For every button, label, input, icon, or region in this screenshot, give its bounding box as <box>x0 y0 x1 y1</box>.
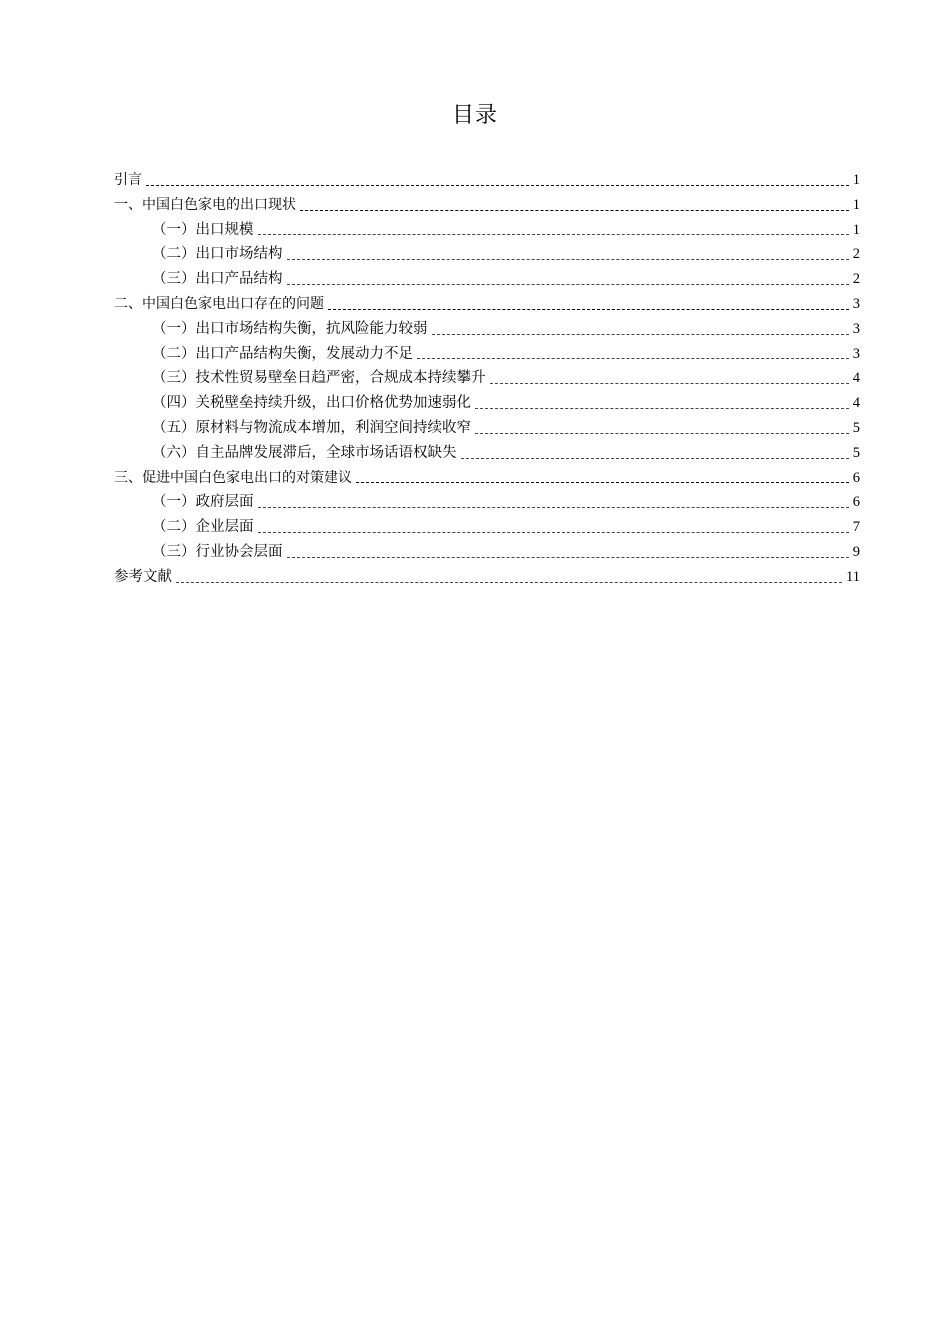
toc-entry-label: （二）出口市场结构 <box>152 246 283 263</box>
dot-leader <box>258 234 849 235</box>
toc-entry-label: （一）出口市场结构失衡，抗风险能力较弱 <box>152 320 428 337</box>
toc-entry[interactable] <box>114 391 860 416</box>
toc-title: 目录 <box>451 103 498 128</box>
toc-entry-page-number: 5 <box>852 419 860 436</box>
dot-leader <box>417 358 849 359</box>
toc-entry-page-number: 2 <box>852 246 860 263</box>
toc-entry-label: 引言 <box>114 172 142 188</box>
toc-entry-page-number: 9 <box>852 543 860 560</box>
dot-leader <box>490 383 849 384</box>
dot-leader <box>146 185 849 186</box>
toc-entry-label: 三、促进中国白色家电出口的对策建议 <box>114 469 352 486</box>
toc-entry-page-number: 3 <box>852 295 860 312</box>
toc-entry[interactable] <box>114 466 860 491</box>
dot-leader <box>300 210 849 211</box>
toc-entry-label: （四）关税壁垒持续升级，出口价格优势加速弱化 <box>152 395 471 412</box>
toc-entry[interactable] <box>114 168 860 193</box>
toc-entry[interactable] <box>114 317 860 342</box>
toc-entry-page-number: 6 <box>852 469 860 486</box>
dot-leader <box>287 284 849 285</box>
dot-leader <box>287 259 849 260</box>
toc-entry[interactable] <box>114 292 860 317</box>
toc-entry-page-number: 1 <box>852 172 860 188</box>
dot-leader <box>287 557 849 558</box>
toc-entry-page-number: 3 <box>852 320 860 337</box>
dot-leader <box>328 309 849 310</box>
toc-entry-label: （二）出口产品结构失衡，发展动力不足 <box>152 345 413 362</box>
toc-entry-label: 二、中国白色家电出口存在的问题 <box>114 295 324 312</box>
toc-entry[interactable] <box>114 565 860 590</box>
toc-entry-label: （三）行业协会层面 <box>152 543 283 560</box>
toc-entry-page-number: 5 <box>852 444 860 461</box>
toc-entry-label: 参考文献 <box>114 568 172 585</box>
toc-entry-label: （三）技术性贸易壁垒日趋严密，合规成本持续攀升 <box>152 370 486 387</box>
dot-leader <box>356 482 849 483</box>
dot-leader <box>475 408 849 409</box>
toc-entry[interactable] <box>114 267 860 292</box>
toc-entry-page-number: 2 <box>852 271 860 288</box>
toc-entry-page-number: 7 <box>852 519 860 536</box>
dot-leader <box>461 458 849 459</box>
toc-entry[interactable] <box>114 342 860 367</box>
toc-entry-page-number: 3 <box>852 345 860 362</box>
dot-leader <box>258 507 849 508</box>
dot-leader <box>432 334 849 335</box>
toc-entry[interactable] <box>114 490 860 515</box>
toc-entry[interactable] <box>114 540 860 565</box>
toc-entry-label: （六）自主品牌发展滞后，全球市场话语权缺失 <box>152 444 457 461</box>
toc-entry[interactable] <box>114 416 860 441</box>
toc-entry-page-number: 4 <box>852 370 860 387</box>
toc-entry-page-number: 11 <box>846 568 860 585</box>
toc-entry-label: （一）政府层面 <box>152 494 254 511</box>
dot-leader <box>176 582 842 583</box>
table-of-contents <box>114 168 860 590</box>
dot-leader <box>258 532 849 533</box>
toc-entry-label: 一、中国白色家电的出口现状 <box>114 196 296 213</box>
toc-entry[interactable] <box>114 441 860 466</box>
dot-leader <box>475 433 849 434</box>
toc-entry-label: （五）原材料与物流成本增加，利润空间持续收窄 <box>152 419 471 436</box>
toc-entry-label: （二）企业层面 <box>152 519 254 536</box>
toc-entry[interactable] <box>114 193 860 218</box>
toc-entry[interactable] <box>114 515 860 540</box>
toc-entry[interactable] <box>114 242 860 267</box>
toc-entry-page-number: 1 <box>852 221 860 238</box>
toc-entry-page-number: 1 <box>852 196 860 213</box>
toc-entry[interactable] <box>114 218 860 243</box>
toc-entry-label: （三）出口产品结构 <box>152 271 283 288</box>
toc-entry-page-number: 6 <box>852 494 860 511</box>
toc-entry-page-number: 4 <box>852 395 860 412</box>
toc-entry-label: （一）出口规模 <box>152 221 254 238</box>
toc-entry[interactable] <box>114 366 860 391</box>
